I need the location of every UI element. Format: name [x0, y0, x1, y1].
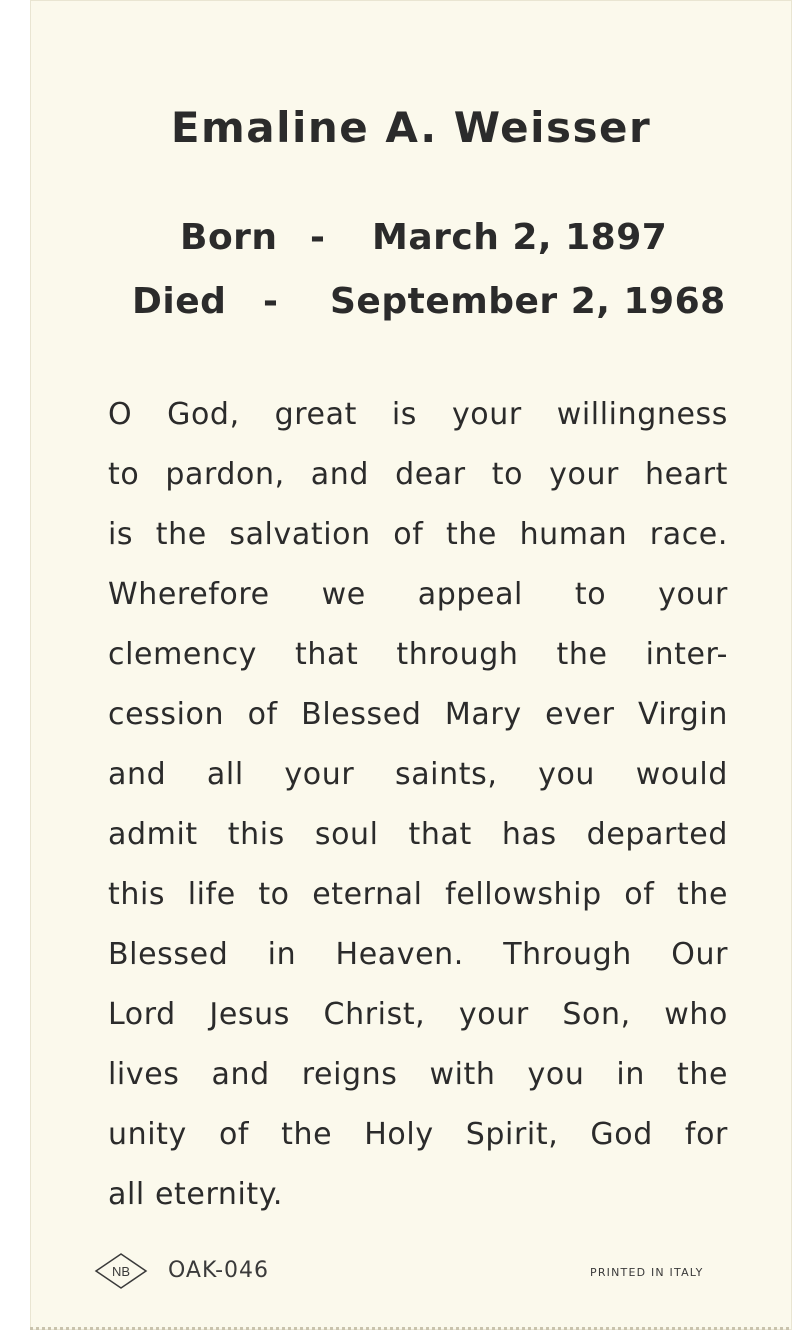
born-date: March 2, 1897	[372, 217, 668, 258]
nb-diamond-logo-icon	[94, 1252, 148, 1290]
prayer-line: Lord Jesus Christ, your Son, who	[108, 997, 728, 1032]
prayer-line: clemency that through the inter-	[108, 637, 728, 672]
died-label: Died	[132, 281, 227, 322]
prayer-line: lives and reigns with you in the	[108, 1057, 728, 1092]
prayer-line: unity of the Holy Spirit, God for	[108, 1117, 728, 1152]
prayer-line: O God, great is your willingness	[108, 397, 728, 432]
prayer-line: admit this soul that has departed	[108, 817, 728, 852]
prayer-card	[30, 0, 792, 1330]
prayer-text	[108, 385, 728, 1225]
died-date: September 2, 1968	[330, 281, 726, 322]
catalog-code: OAK-046	[168, 1258, 270, 1283]
prayer-line: cession of Blessed Mary ever Virgin	[108, 697, 728, 732]
printed-in-italy: PRINTED IN ITALY	[590, 1266, 704, 1279]
born-dash: -	[310, 217, 326, 258]
prayer-line: to pardon, and dear to your heart	[108, 457, 728, 492]
prayer-line: Wherefore we appeal to your	[108, 577, 728, 612]
born-label: Born	[180, 217, 278, 258]
logo-text: NB	[111, 1264, 131, 1279]
prayer-line: this life to eternal fellowship of the	[108, 877, 728, 912]
prayer-line: and all your saints, you would	[108, 757, 728, 792]
died-dash: -	[263, 281, 279, 322]
prayer-line: Blessed in Heaven. Through Our	[108, 937, 728, 972]
prayer-line: is the salvation of the human race.	[108, 517, 728, 552]
prayer-line: all eternity.	[108, 1177, 283, 1212]
deceased-name: Emaline A. Weisser	[170, 103, 652, 152]
